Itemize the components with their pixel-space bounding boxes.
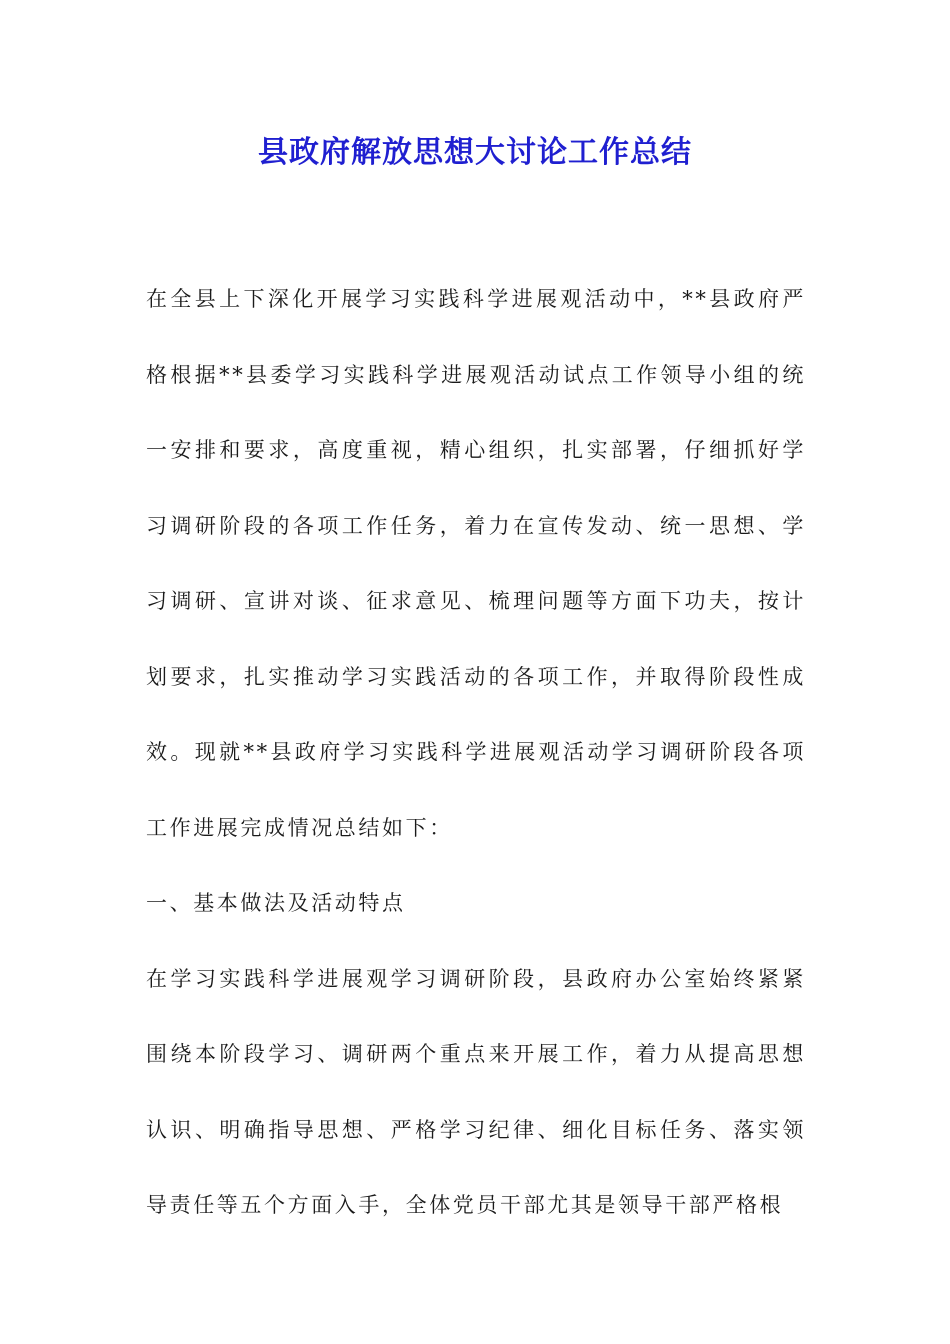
document-title: 县政府解放思想大讨论工作总结 (258, 135, 692, 170)
document-body (146, 262, 806, 1244)
paragraph-intro: 在全县上下深化开展学习实践科学进展观活动中，**县政府严格根据**县委学习实践科学进展观活动试点工作领导小组的统一安排和要求，高度重视，精心组织，扎实部署，仔细抓好学习调研阶段的各项工作任务，着力在宣传发动、统一思想、学习调研、宣讲对谈、征求意见、梳理问题等方面下功夫，按计划要求，扎实推动学习实践活动的各项工作，并取得阶段性成效。现就**县政府学习实践科学进展观活动学习调研阶段各项工作进展完成情况总结如下： (146, 287, 806, 840)
section-heading: 一、基本做法及活动特点 (146, 891, 406, 915)
paragraph-section-1: 在学习实践科学进展观学习调研阶段，县政府办公室始终紧紧围绕本阶段学习、调研两个重点来开展工作，着力从提高思想认识、明确指导思想、严格学习纪律、细化目标任务、落实领导责任等五个方面入手，全体党员干部尤其是领导干部严格根 (146, 966, 806, 1217)
